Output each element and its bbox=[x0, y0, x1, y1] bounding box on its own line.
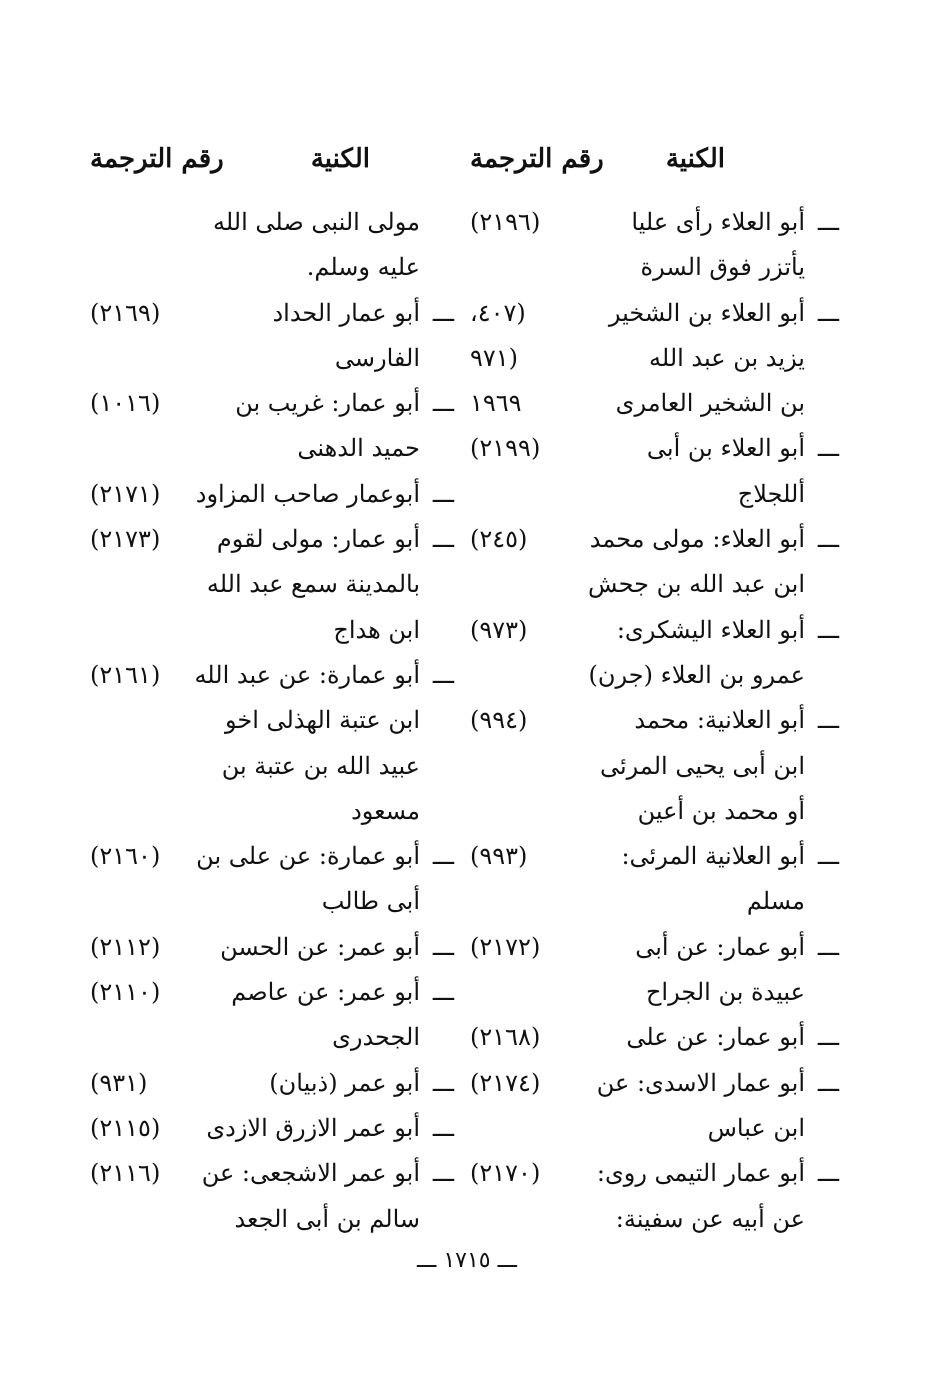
entry-line bbox=[470, 336, 805, 381]
entry-kunya: أبو العلانية المرئى: bbox=[621, 842, 805, 871]
entry-kunya: عن أبيه عن سفينة: bbox=[615, 1204, 805, 1233]
entry-kunya: أو محمد بن أعين bbox=[637, 796, 805, 825]
entry-line bbox=[470, 381, 805, 426]
entry-kunya: سالم بن أبى الجعد bbox=[234, 1204, 420, 1233]
entry-number: (٢١٦٨) bbox=[470, 1023, 541, 1052]
entry-line bbox=[90, 925, 454, 970]
entry-kunya: أبى طالب bbox=[321, 887, 420, 916]
entry-kunya: بالمدينة سمع عبد الله bbox=[206, 570, 420, 599]
entry-kunya: الجحدرى bbox=[332, 1023, 420, 1052]
entry-line bbox=[470, 653, 805, 698]
header-number: رقم الترجمة bbox=[470, 144, 604, 174]
entry-kunya: ابن أبى يحيى المرئى bbox=[599, 751, 805, 780]
entry-kunya: مولى النبى صلى الله bbox=[212, 208, 420, 236]
entry-kunya: ابن عباس bbox=[707, 1113, 805, 1142]
left-column-entries bbox=[90, 200, 454, 1242]
entry-line bbox=[470, 1015, 839, 1060]
entry-dash: ـــ bbox=[432, 932, 454, 961]
entry-kunya: أبو العلاء رأى عليا bbox=[631, 208, 805, 236]
entry-kunya: أبو عمر: عن الحسن bbox=[220, 932, 420, 961]
entry-line bbox=[90, 1015, 420, 1060]
entry-kunya: أبو العلاء اليشكرى: bbox=[616, 615, 805, 644]
entry-dash: ـــ bbox=[432, 842, 454, 871]
entry-line bbox=[470, 608, 839, 653]
entry-line bbox=[90, 834, 454, 879]
entry-number: (٢١١٠) bbox=[90, 978, 161, 1007]
entry-number: (٢١٩٩) bbox=[470, 434, 541, 463]
entry-line bbox=[470, 562, 805, 607]
entry-kunya: أبو عمار الحداد bbox=[272, 298, 420, 327]
page-number: ـــ ١٧١٥ ـــ bbox=[417, 1248, 517, 1273]
entry-kunya: بن الشخير العامرى bbox=[615, 389, 805, 418]
entry-line bbox=[470, 472, 805, 517]
entry-line bbox=[470, 698, 839, 743]
entry-number: (٢١٧١) bbox=[90, 479, 161, 508]
entry-number: (٢١١٦) bbox=[90, 1159, 161, 1188]
entry-dash: ـــ bbox=[817, 434, 839, 463]
entry-kunya: عمرو بن العلاء (جرن) bbox=[588, 660, 805, 689]
right-column-entries bbox=[470, 200, 839, 1242]
entry-dash: ـــ bbox=[817, 1023, 839, 1052]
right-column bbox=[470, 140, 839, 1242]
entry-dash: ـــ bbox=[817, 706, 839, 735]
entry-line bbox=[90, 970, 454, 1015]
entry-line bbox=[90, 1106, 454, 1151]
entry-kunya: ابن هداج bbox=[333, 615, 420, 644]
entry-kunya: أبو عمار: عن أبى bbox=[635, 932, 805, 961]
entry-kunya: يزيد بن عبد الله bbox=[649, 343, 805, 372]
entry-kunya: ابن عبد الله بن جحش bbox=[588, 570, 805, 599]
entry-dash: ـــ bbox=[432, 525, 454, 554]
entry-number: (٢١١٥) bbox=[90, 1113, 161, 1142]
entry-line bbox=[470, 744, 805, 789]
entry-line bbox=[470, 517, 839, 562]
entry-kunya: عبيدة بن الجراح bbox=[645, 978, 805, 1007]
header-kunya: الكنية bbox=[310, 144, 370, 174]
entry-kunya: أبو عمر: عن عاصم bbox=[231, 978, 420, 1007]
entry-number: (٢٤٥) bbox=[470, 525, 528, 554]
entry-kunya: يأتزر فوق السرة bbox=[640, 253, 805, 282]
entry-dash: ـــ bbox=[817, 525, 839, 554]
entry-kunya: أبو العلانية: محمد bbox=[634, 706, 805, 735]
entry-number: (٢١٦٩) bbox=[90, 298, 161, 327]
entry-line bbox=[90, 698, 420, 743]
entry-line bbox=[470, 1106, 805, 1151]
entry-line bbox=[90, 336, 420, 381]
entry-kunya: ابن عتبة الهذلى اخو bbox=[224, 706, 420, 735]
entry-kunya: أبو عمر (ذبيان) bbox=[269, 1068, 420, 1097]
entry-line bbox=[90, 653, 454, 698]
entry-dash: ـــ bbox=[432, 660, 454, 689]
entry-line bbox=[90, 291, 454, 336]
entry-kunya: مسعود bbox=[351, 796, 420, 825]
entry-dash: ـــ bbox=[817, 932, 839, 961]
entry-kunya: الفارسى bbox=[334, 343, 420, 372]
entry-line bbox=[90, 245, 420, 290]
entry-number: (٢١٩٦) bbox=[470, 208, 541, 236]
entry-dash: ـــ bbox=[432, 479, 454, 508]
entry-kunya: عليه وسلم. bbox=[306, 253, 420, 282]
entry-kunya: أبو عمارة: عن عبد الله bbox=[194, 660, 420, 689]
entry-line bbox=[470, 200, 839, 245]
entry-line bbox=[470, 925, 839, 970]
left-column bbox=[90, 140, 454, 1242]
entry-line bbox=[470, 789, 805, 834]
entry-number: (١٠١٦) bbox=[90, 389, 161, 418]
entry-kunya: أبو عمار: عن على bbox=[626, 1023, 805, 1052]
entry-number: (٢١٧٠) bbox=[470, 1159, 541, 1188]
entry-line bbox=[470, 1197, 805, 1242]
entry-line bbox=[470, 879, 805, 924]
entry-line bbox=[90, 200, 420, 245]
entry-dash: ـــ bbox=[432, 1113, 454, 1142]
entry-line bbox=[470, 426, 839, 471]
entry-line bbox=[90, 562, 420, 607]
entry-dash: ـــ bbox=[817, 615, 839, 644]
entry-dash: ـــ bbox=[432, 389, 454, 418]
entry-line bbox=[470, 245, 805, 290]
entry-line bbox=[90, 517, 454, 562]
entry-dash: ـــ bbox=[432, 978, 454, 1007]
entry-number: (٢١٧٤) bbox=[470, 1068, 541, 1097]
entry-dash: ـــ bbox=[817, 298, 839, 327]
entry-number: (٩٣١) bbox=[90, 1068, 148, 1097]
entry-number: (٩٩٣) bbox=[470, 842, 528, 871]
entry-kunya: أبو عمار التيمى روى: bbox=[596, 1159, 805, 1188]
entry-line bbox=[90, 879, 420, 924]
entry-dash: ـــ bbox=[817, 208, 839, 236]
header-number: رقم الترجمة bbox=[90, 144, 224, 174]
entry-line bbox=[90, 1061, 454, 1106]
entry-dash: ـــ bbox=[432, 1159, 454, 1188]
entry-kunya: أبوعمار صاحب المزاود bbox=[195, 479, 420, 508]
entry-line bbox=[90, 1151, 454, 1196]
entry-number: (٢١٧٣) bbox=[90, 525, 161, 554]
header-kunya: الكنية bbox=[665, 144, 725, 174]
entry-line bbox=[90, 381, 454, 426]
right-column-header bbox=[470, 140, 805, 200]
entry-line bbox=[470, 291, 839, 336]
entry-number: (٢١٧٢) bbox=[470, 932, 541, 961]
entry-dash: ـــ bbox=[817, 1159, 839, 1188]
entry-kunya: أبو عمار: مولى لقوم bbox=[216, 525, 420, 554]
entry-line bbox=[90, 426, 420, 471]
entry-line bbox=[470, 834, 839, 879]
entry-kunya: حميد الدهنى bbox=[297, 434, 420, 463]
entry-kunya: أبو العلاء بن الشخير bbox=[608, 298, 805, 327]
entry-number: (٩٧١ bbox=[470, 343, 519, 372]
entry-kunya: مسلم bbox=[746, 887, 805, 916]
entry-number: (٢١٦١) bbox=[90, 660, 161, 689]
entry-kunya: أبو عمار الاسدى: عن bbox=[596, 1068, 805, 1097]
entry-number: (٩٩٤) bbox=[470, 706, 528, 735]
entry-kunya: أبو عمار: غريب بن bbox=[235, 389, 420, 418]
entry-line bbox=[90, 608, 420, 653]
entry-dash: ـــ bbox=[432, 1068, 454, 1097]
entry-number: (٤٠٧، bbox=[470, 298, 526, 327]
entry-kunya: أبو العلاء: مولى محمد bbox=[589, 525, 805, 554]
entry-kunya: أللجلاج bbox=[737, 479, 805, 508]
entry-kunya: أبو العلاء بن أبى bbox=[646, 434, 805, 463]
entry-line bbox=[90, 472, 454, 517]
entry-line bbox=[90, 744, 420, 789]
entry-number: (٩٧٣) bbox=[470, 615, 528, 644]
left-column-header bbox=[90, 140, 420, 200]
entry-dash: ـــ bbox=[432, 298, 454, 327]
entry-kunya: أبو عمر الاشجعى: عن bbox=[201, 1159, 420, 1188]
entry-number: ١٩٦٩ bbox=[470, 389, 522, 418]
entry-line bbox=[90, 1197, 420, 1242]
entry-number: (٢١٦٠) bbox=[90, 842, 161, 871]
entry-line bbox=[90, 789, 420, 834]
entry-kunya: أبو عمر الازرق الازدى bbox=[206, 1113, 420, 1142]
entry-line bbox=[470, 1151, 839, 1196]
entry-number: (٢١١٢) bbox=[90, 932, 161, 961]
entry-kunya: عبيد الله بن عتبة بن bbox=[221, 751, 420, 780]
entry-dash: ـــ bbox=[817, 1068, 839, 1097]
entry-line bbox=[470, 1061, 839, 1106]
entry-dash: ـــ bbox=[817, 842, 839, 871]
entry-line bbox=[470, 970, 805, 1015]
entry-kunya: أبو عمارة: عن على بن bbox=[196, 842, 420, 871]
